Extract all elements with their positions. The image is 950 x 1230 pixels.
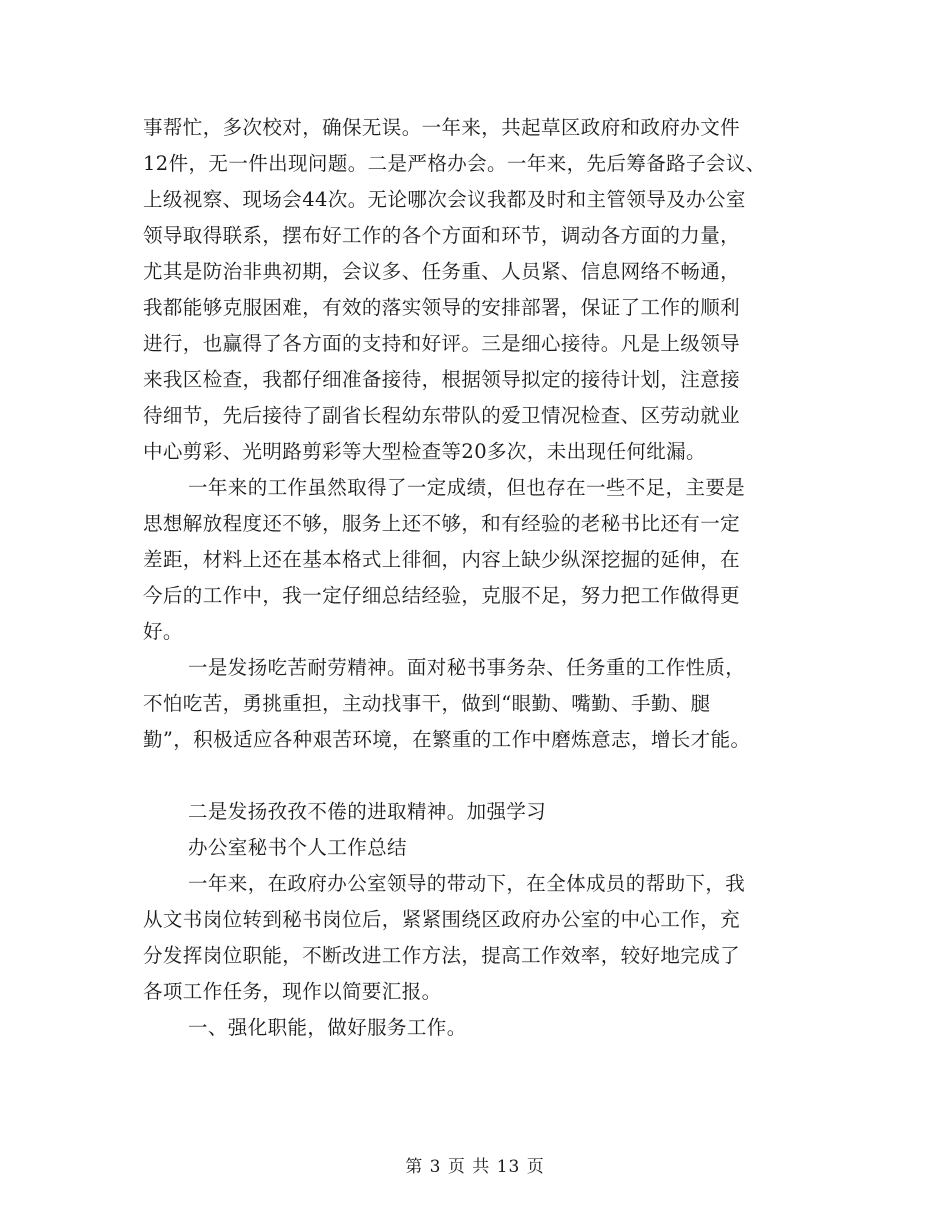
section-title: 办公室秘书个人工作总结 xyxy=(188,836,407,859)
text-line: 上级视察、现场会44次。无论哪次会议我都及时和主管领导及办公室 xyxy=(143,188,746,211)
text-line: 事帮忙，多次校对，确保无误。一年来，共起草区政府和政府办文件 xyxy=(143,116,741,139)
text-line: 12件，无一件出现问题。二是严格办会。一年来，先后筹备路子会议、 xyxy=(143,152,766,175)
text-line: 差距，材料上还在基本格式上徘徊，内容上缺少纵深挖掘的延伸，在 xyxy=(143,548,741,571)
text-line: 从文书岗位转到秘书岗位后，紧紧围绕区政府办公室的中心工作，充 xyxy=(143,908,741,931)
paragraph-start-line: 二是发扬孜孜不倦的进取精神。加强学习 xyxy=(188,800,547,823)
text-line: 好。 xyxy=(143,620,183,643)
text-line: 来我区检查，我都仔细准备接待，根据领导拟定的接待计划，注意接 xyxy=(143,368,741,391)
paragraph-start-line: 一年来，在政府办公室领导的带动下，在全体成员的帮助下，我 xyxy=(188,872,746,895)
document-body xyxy=(143,110,815,1046)
text-line: 勤”，积极适应各种艰苦环境，在繁重的工作中磨炼意志，增长才能。 xyxy=(143,728,751,751)
text-line: 分发挥岗位职能，不断改进工作方法，提高工作效率，较好地完成了 xyxy=(143,944,741,967)
text-line: 进行，也赢得了各方面的支持和好评。三是细心接待。凡是上级领导 xyxy=(143,332,741,355)
page-number-footer: 第 3 页 共 13 页 xyxy=(405,1157,545,1177)
text-line: 尤其是防治非典初期，会议多、任务重、人员紧、信息网络不畅通， xyxy=(143,260,741,283)
paragraph-gap xyxy=(143,758,815,794)
text-line: 思想解放程度还不够，服务上还不够，和有经验的老秘书比还有一定 xyxy=(143,512,741,535)
paragraph-start-line: 一年来的工作虽然取得了一定成绩，但也存在一些不足，主要是 xyxy=(188,476,746,499)
section-heading: 一、强化职能，做好服务工作。 xyxy=(188,1016,467,1039)
text-line: 不怕吃苦，勇挑重担，主动找事干，做到“眼勤、嘴勤、手勤、腿 xyxy=(143,692,711,715)
text-line: 领导取得联系，摆布好工作的各个方面和环节，调动各方面的力量， xyxy=(143,224,741,247)
text-line: 各项工作任务，现作以简要汇报。 xyxy=(143,980,442,1003)
text-line: 待细节，先后接待了副省长程幼东带队的爱卫情况检查、区劳动就业 xyxy=(143,404,741,427)
text-line: 今后的工作中，我一定仔细总结经验，克服不足，努力把工作做得更 xyxy=(143,584,741,607)
text-line: 我都能够克服困难，有效的落实领导的安排部署，保证了工作的顺利 xyxy=(143,296,741,319)
text-line: 中心剪彩、光明路剪彩等大型检查等20多次，未出现任何纰漏。 xyxy=(143,440,706,463)
paragraph-start-line: 一是发扬吃苦耐劳精神。面对秘书事务杂、任务重的工作性质， xyxy=(188,656,746,679)
